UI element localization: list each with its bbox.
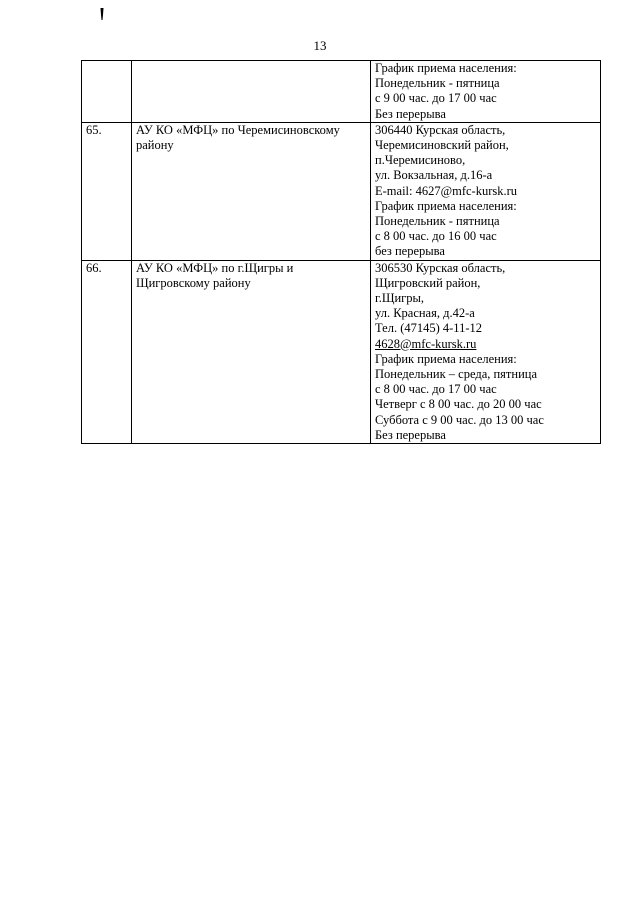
details-line: г.Щигры, bbox=[375, 291, 425, 306]
table-row bbox=[82, 260, 601, 443]
details-line: ул. Вокзальная, д.16-а bbox=[375, 168, 493, 183]
phone-line: Тел. (47145) 4-11-12 bbox=[375, 321, 483, 336]
details-line: Понедельник – среда, пятница bbox=[375, 367, 538, 382]
details-line: График приема населения: bbox=[375, 198, 517, 213]
page-number: 13 bbox=[313, 38, 327, 53]
details-line: Понедельник - пятница bbox=[375, 214, 500, 229]
details-cell bbox=[371, 122, 601, 260]
details-line: с 9 00 час. до 17 00 час bbox=[375, 91, 497, 106]
scan-mark bbox=[100, 8, 104, 20]
details-line: Без перерыва bbox=[375, 427, 446, 442]
details-line: Понедельник - пятница bbox=[375, 76, 500, 91]
details-line: с 8 00 час. до 17 00 час bbox=[375, 382, 497, 397]
details-line: Четверг с 8 00 час. до 20 00 час bbox=[375, 397, 542, 412]
row-number-cell: 65. bbox=[82, 122, 132, 260]
table-row bbox=[82, 61, 601, 123]
details-line: ул. Красная, д.42-а bbox=[375, 306, 475, 321]
details-line: Без перерыва bbox=[375, 106, 446, 121]
table-row bbox=[82, 122, 601, 260]
details-line: График приема населения: bbox=[375, 61, 517, 75]
row-number-cell: 66. bbox=[82, 260, 132, 443]
organization-cell: АУ КО «МФЦ» по Черемисиновскому району bbox=[132, 122, 371, 260]
details-line: Суббота с 9 00 час. до 13 00 час bbox=[375, 412, 544, 427]
details-line: 306440 Курская область, bbox=[375, 122, 506, 137]
row-number-cell bbox=[82, 61, 132, 123]
details-line: с 8 00 час. до 16 00 час bbox=[375, 229, 497, 244]
organization-cell bbox=[132, 61, 371, 123]
details-line: Щигровский район, bbox=[375, 275, 481, 290]
email-link[interactable]: 4628@mfc-kursk.ru bbox=[375, 336, 477, 351]
details-cell bbox=[371, 260, 601, 443]
details-line: без перерыва bbox=[375, 244, 445, 259]
details-line: 306530 Курская область, bbox=[375, 260, 506, 275]
mfc-offices-table bbox=[81, 60, 601, 444]
details-line: п.Черемисиново, bbox=[375, 153, 466, 168]
email-line: E-mail: 4627@mfc-kursk.ru bbox=[375, 183, 518, 198]
details-cell bbox=[371, 61, 601, 123]
details-line: Черемисиновский район, bbox=[375, 138, 509, 153]
details-line: График приема населения: bbox=[375, 351, 517, 366]
organization-cell: АУ КО «МФЦ» по г.Щигры и Щигровскому району bbox=[132, 260, 371, 443]
